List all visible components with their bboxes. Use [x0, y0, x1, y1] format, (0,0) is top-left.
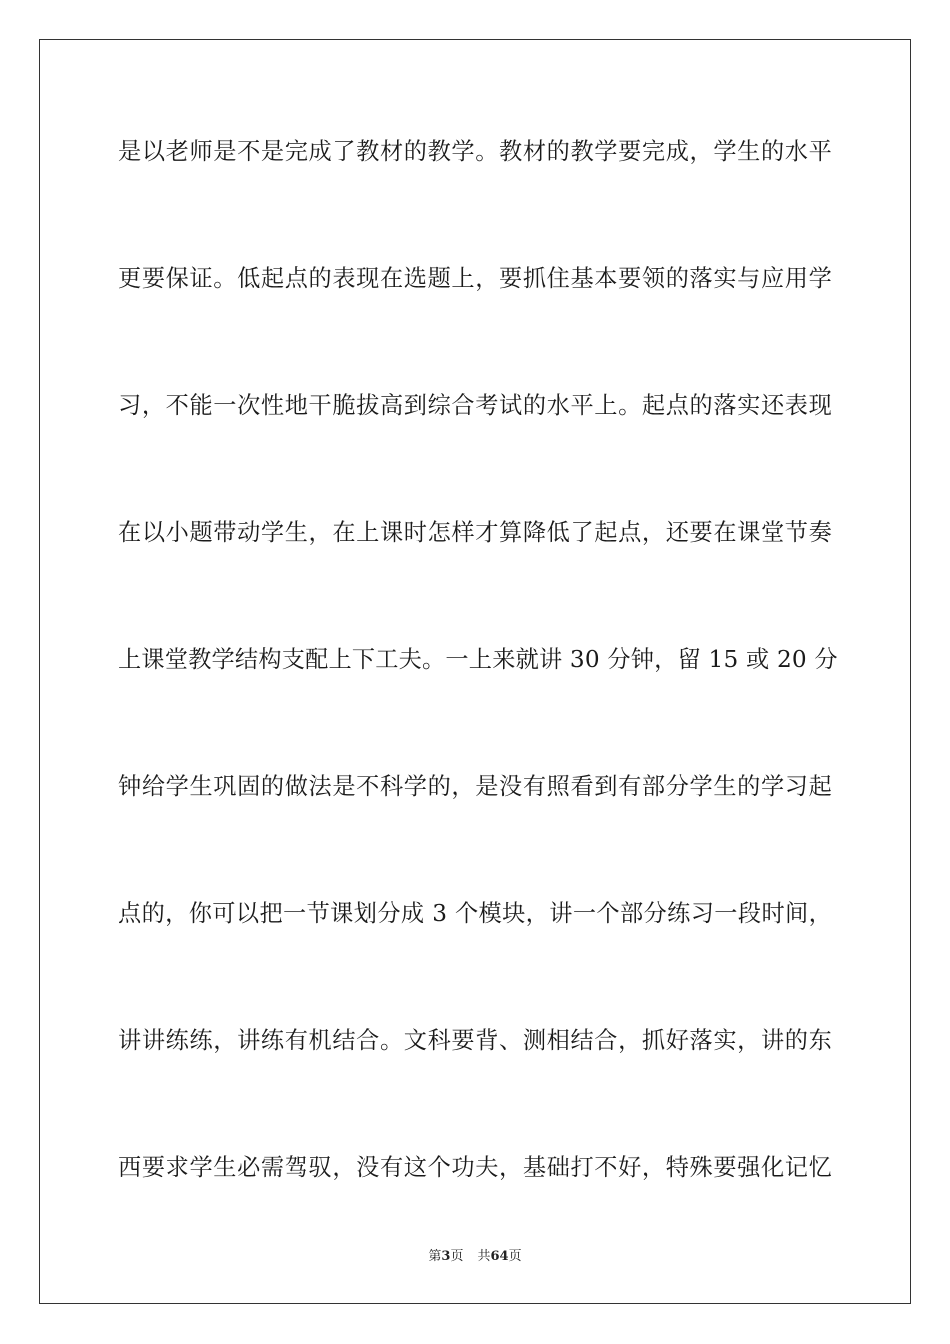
text-line-7: 点的，你可以把一节课划分成 3 个模块，讲一个部分练习一段时间， [118, 900, 832, 927]
text-line-8: 讲讲练练，讲练有机结合。文科要背、测相结合，抓好落实，讲的东 [118, 1027, 832, 1054]
text-line-1: 是以老师是不是完成了教材的教学。教材的教学要完成，学生的水平 [118, 138, 832, 165]
total-suffix: 页 [508, 1249, 522, 1264]
page-prefix: 第 [428, 1249, 442, 1264]
total-prefix: 共 [477, 1249, 491, 1264]
text-line-5: 上课堂教学结构支配上下工夫。一上来就讲 30 分钟，留 15 或 20 分 [118, 646, 838, 673]
page-number: 3 [441, 1249, 451, 1264]
total-pages: 64 [490, 1249, 509, 1264]
document-body [118, 134, 838, 1277]
text-line-9: 西要求学生必需驾驭，没有这个功夫，基础打不好，特殊要强化记忆 [118, 1154, 832, 1181]
text-line-2: 更要保证。低起点的表现在选题上，要抓住基本要领的落实与应用学 [118, 265, 832, 292]
page-footer [0, 1248, 950, 1266]
text-line-4: 在以小题带动学生，在上课时怎样才算降低了起点，还要在课堂节奏 [118, 519, 832, 546]
text-line-6: 钟给学生巩固的做法是不科学的，是没有照看到有部分学生的学习起 [118, 773, 832, 800]
text-line-3: 习，不能一次性地干脆拔高到综合考试的水平上。起点的落实还表现 [118, 392, 832, 419]
page-suffix: 页 [450, 1249, 464, 1264]
